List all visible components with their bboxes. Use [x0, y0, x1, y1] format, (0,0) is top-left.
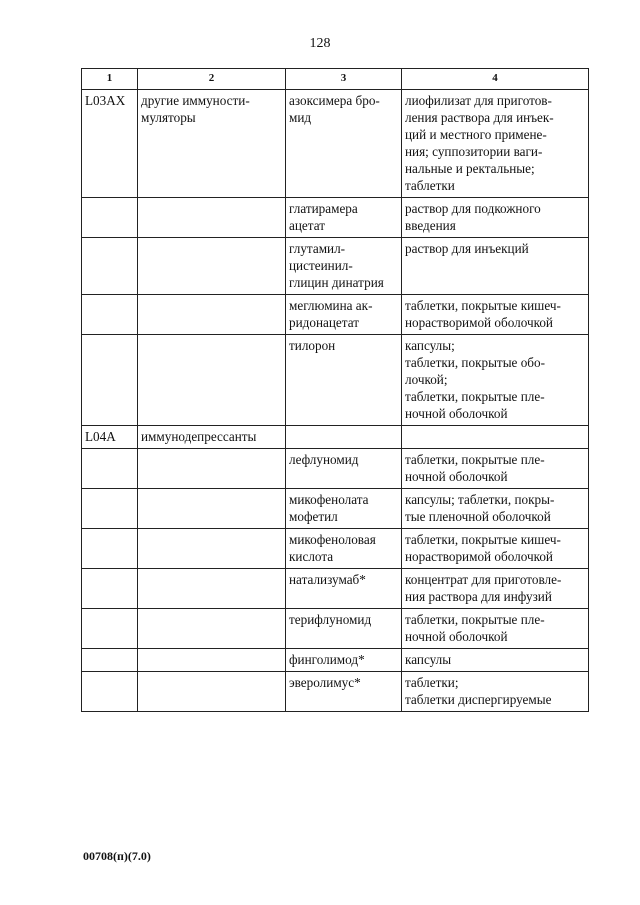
dosage-form-cell: таблетки, покрытые кишеч- норастворимой оболочкой [402, 295, 589, 335]
table-row [82, 90, 589, 198]
atc-code-cell [82, 672, 138, 712]
table-row [82, 609, 589, 649]
group-cell: другие иммуности- муляторы [138, 90, 286, 198]
table-row [82, 426, 589, 449]
atc-code-cell [82, 238, 138, 295]
atc-code-cell [82, 198, 138, 238]
dosage-form-cell: капсулы [402, 649, 589, 672]
header-col-4: 4 [402, 69, 589, 90]
group-cell [138, 238, 286, 295]
dosage-form-cell: таблетки, покрытые пле- ночной оболочкой [402, 609, 589, 649]
atc-code-cell: L03AX [82, 90, 138, 198]
atc-code-cell [82, 569, 138, 609]
dosage-form-cell: капсулы; таблетки, покрытые обо- лочкой; таблетки, покрытые пле- ночной оболочкой [402, 335, 589, 426]
dosage-form-cell: таблетки; таблетки диспергируемые [402, 672, 589, 712]
group-cell [138, 295, 286, 335]
atc-code-cell [82, 335, 138, 426]
dosage-form-cell: раствор для подкожного введения [402, 198, 589, 238]
header-col-1: 1 [82, 69, 138, 90]
group-cell [138, 609, 286, 649]
header-col-2: 2 [138, 69, 286, 90]
drug-name-cell: финголимод* [286, 649, 402, 672]
table-row [82, 569, 589, 609]
table-row [82, 295, 589, 335]
drug-table [81, 68, 589, 712]
drug-name-cell: меглюмина ак- ридонацетат [286, 295, 402, 335]
atc-code-cell [82, 649, 138, 672]
table-header-row [82, 69, 589, 90]
group-cell [138, 672, 286, 712]
group-cell [138, 649, 286, 672]
drug-name-cell: азоксимера бро- мид [286, 90, 402, 198]
page-number: 128 [309, 36, 331, 51]
table-row [82, 672, 589, 712]
atc-code-cell [82, 529, 138, 569]
header-col-3: 3 [286, 69, 402, 90]
drug-name-cell: натализумаб* [286, 569, 402, 609]
atc-code-cell [82, 295, 138, 335]
atc-code-cell [82, 489, 138, 529]
table-row [82, 335, 589, 426]
drug-name-cell: микофенолата мофетил [286, 489, 402, 529]
document-footer-code: 00708(п)(7.0) [83, 849, 151, 863]
drug-name-cell: глутамил- цистеинил- глицин динатрия [286, 238, 402, 295]
table-row [82, 198, 589, 238]
atc-code-cell [82, 449, 138, 489]
table-row [82, 649, 589, 672]
group-cell [138, 449, 286, 489]
drug-name-cell: микофеноловая кислота [286, 529, 402, 569]
group-cell [138, 198, 286, 238]
dosage-form-cell: концентрат для приготовле- ния раствора для инфузий [402, 569, 589, 609]
drug-name-cell: терифлуномид [286, 609, 402, 649]
dosage-form-cell: таблетки, покрытые кишеч- норастворимой оболочкой [402, 529, 589, 569]
drug-name-cell [286, 426, 402, 449]
group-cell: иммунодепрессанты [138, 426, 286, 449]
drug-name-cell: глатирамера ацетат [286, 198, 402, 238]
drug-name-cell: лефлуномид [286, 449, 402, 489]
drug-name-cell: эверолимус* [286, 672, 402, 712]
table-row [82, 489, 589, 529]
drug-name-cell: тилорон [286, 335, 402, 426]
dosage-form-cell: капсулы; таблетки, покры- тые пленочной оболочкой [402, 489, 589, 529]
group-cell [138, 529, 286, 569]
atc-code-cell: L04A [82, 426, 138, 449]
table-row [82, 238, 589, 295]
group-cell [138, 335, 286, 426]
dosage-form-cell: таблетки, покрытые пле- ночной оболочкой [402, 449, 589, 489]
atc-code-cell [82, 609, 138, 649]
table-row [82, 529, 589, 569]
group-cell [138, 569, 286, 609]
dosage-form-cell [402, 426, 589, 449]
dosage-form-cell: лиофилизат для приготов- ления раствора для инъек- ций и местного примене- ния; суппозитории ваги- нальные и ректальные; таблетки [402, 90, 589, 198]
dosage-form-cell: раствор для инъекций [402, 238, 589, 295]
group-cell [138, 489, 286, 529]
table-row [82, 449, 589, 489]
